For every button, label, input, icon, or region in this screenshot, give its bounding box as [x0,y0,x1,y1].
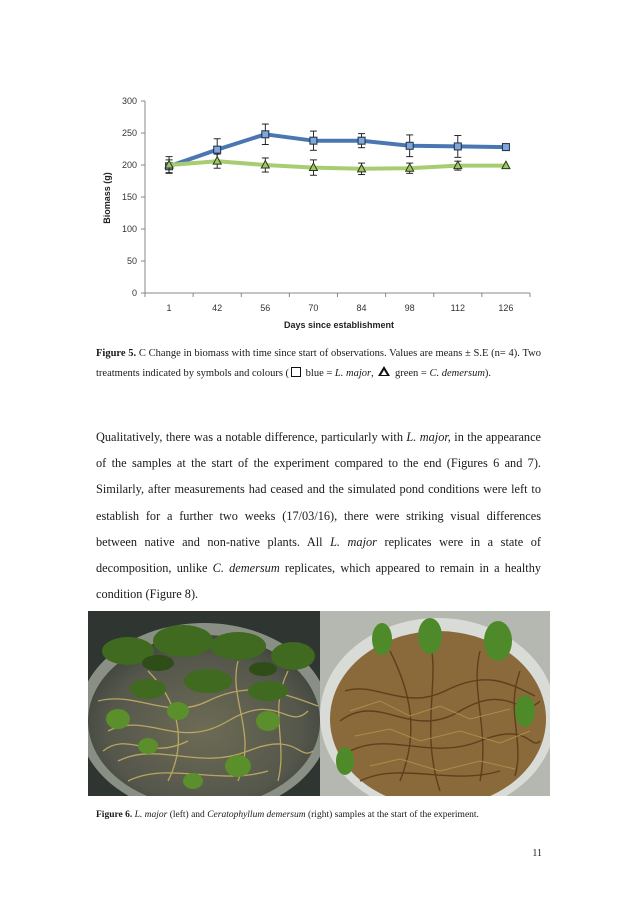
figure-5-text-3: , [371,368,377,379]
paragraph-text-4: replicates, which appeared to remain in a healthy condition (Figure 8). [96,561,541,602]
figure-5-species-2: C. demersum [429,368,485,379]
data-point-square [214,146,221,153]
data-point-square [358,137,365,144]
figure-5-species-1: L. major [334,368,372,379]
l-major-sample-photo [88,611,320,796]
square-symbol-icon [291,367,301,377]
paragraph-species-1: L. major, [406,430,451,444]
figure-6-text-1: (left) and [167,810,208,820]
figure-6-text-2: (right) samples at the start of the experiment. [305,810,479,820]
x-tick-label: 1 [166,303,172,313]
paragraph-species-2: L. major [330,534,377,549]
x-tick-label: 98 [404,303,415,313]
x-tick-label: 56 [260,303,271,313]
y-tick-label: 50 [126,256,137,266]
x-tick-label: 42 [212,303,223,313]
figure-6-caption [96,808,546,822]
y-tick-label: 100 [121,224,137,234]
figure-6-species-2: Ceratophyllum demersum [207,810,306,820]
paragraph-text-2: in the appearance of the samples at the start of the experiment compared to the end (Figures 6 and 7). Similarly, after measurements had ceased and the simulated pond conditions were left to establish for a further two weeks (17/03/16), there were striking visual differences between native and non-native plants. All [96,430,542,549]
body-paragraph [96,424,541,607]
triangle-symbol-icon [378,366,390,376]
data-point-square [502,144,509,151]
data-point-square [406,142,413,149]
figure-5-text-5: ). [484,368,492,379]
data-point-square [262,131,269,138]
paragraph-species-3: C. demersum [212,561,280,576]
figure-5-text-1: C Change in biomass with time since start of observations. Values are means ± S.E (n= 4). Two treatments indicated by symbols and colours ( [96,348,541,379]
paragraph-text-3: replicates were in a state of decomposition, unlike [96,534,541,576]
y-tick-label: 200 [121,160,137,170]
data-point-square [310,137,317,144]
y-tick-label: 150 [121,192,137,202]
data-point-square [454,143,461,150]
x-axis-title: Days since establishment [283,320,395,330]
figure-5-caption [96,344,541,384]
figure-5-text-4: green = [392,368,430,379]
figure-5-label: Figure 5. [96,348,137,359]
figure-5-text-2: blue = [303,368,335,379]
paragraph-text-1: Qualitatively, there was a notable difference, particularly with [96,430,407,444]
x-tick-label: 70 [308,303,319,313]
figure-6-label: Figure 6. [96,810,133,820]
y-axis-title: Biomass (g) [102,172,112,224]
x-tick-label: 84 [356,303,367,313]
x-tick-label: 126 [498,303,514,313]
y-tick-label: 300 [121,96,137,106]
biomass-chart [0,0,638,340]
page-number: 11 [532,848,542,859]
figure-6-species-1: L. major [134,810,168,820]
y-tick-label: 0 [131,288,137,298]
y-tick-label: 250 [121,128,137,138]
x-tick-label: 112 [450,303,465,313]
c-demersum-sample-photo [320,611,550,796]
